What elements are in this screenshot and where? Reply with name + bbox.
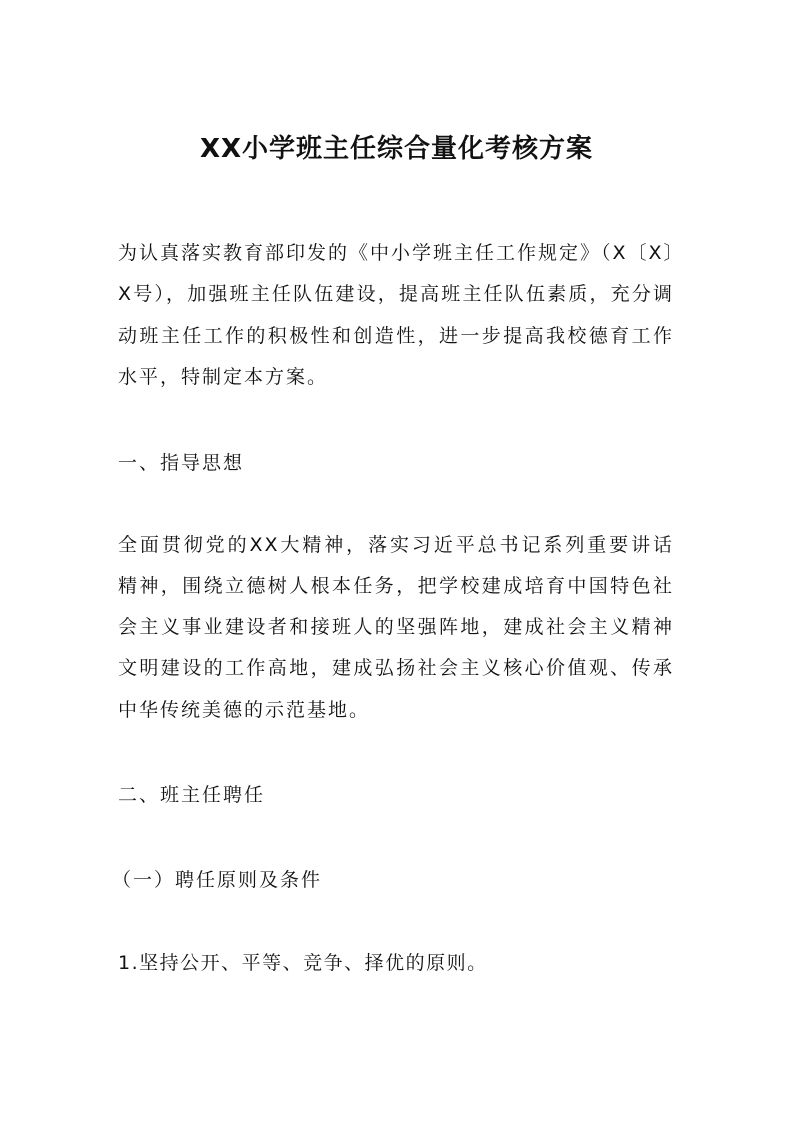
section1-line: 中华传统美德的示范基地。 <box>118 699 371 721</box>
intro-line: 动班主任工作的积极性和创造性，进一步提高我校德育工作 <box>118 325 674 347</box>
intro-line: X号），加强班主任队伍建设，提高班主任队伍素质，充分调 <box>118 283 674 305</box>
list-item: 1.坚持公开、平等、竞争、择优的原则。 <box>118 952 488 974</box>
intro-line: 为认真落实教育部印发的《中小学班主任工作规定》（X〔X〕 <box>118 242 685 264</box>
section1-line: 精神，围绕立德树人根本任务，把学校建成培育中国特色社 <box>118 575 674 597</box>
section-heading: 二、班主任聘任 <box>118 784 266 806</box>
section1-line: 文明建设的工作高地，建成弘扬社会主义核心价值观、传承 <box>118 657 674 679</box>
subsection-heading: （一）聘任原则及条件 <box>112 869 323 891</box>
intro-line: 水平，特制定本方案。 <box>118 366 329 388</box>
section-heading: 一、指导思想 <box>118 452 245 474</box>
section1-line: 会主义事业建设者和接班人的坚强阵地，建成社会主义精神 <box>118 616 674 638</box>
document-title: XX小学班主任综合量化考核方案 <box>199 134 594 164</box>
section1-line: 全面贯彻党的XX大精神，落实习近平总书记系列重要讲话 <box>118 534 674 556</box>
